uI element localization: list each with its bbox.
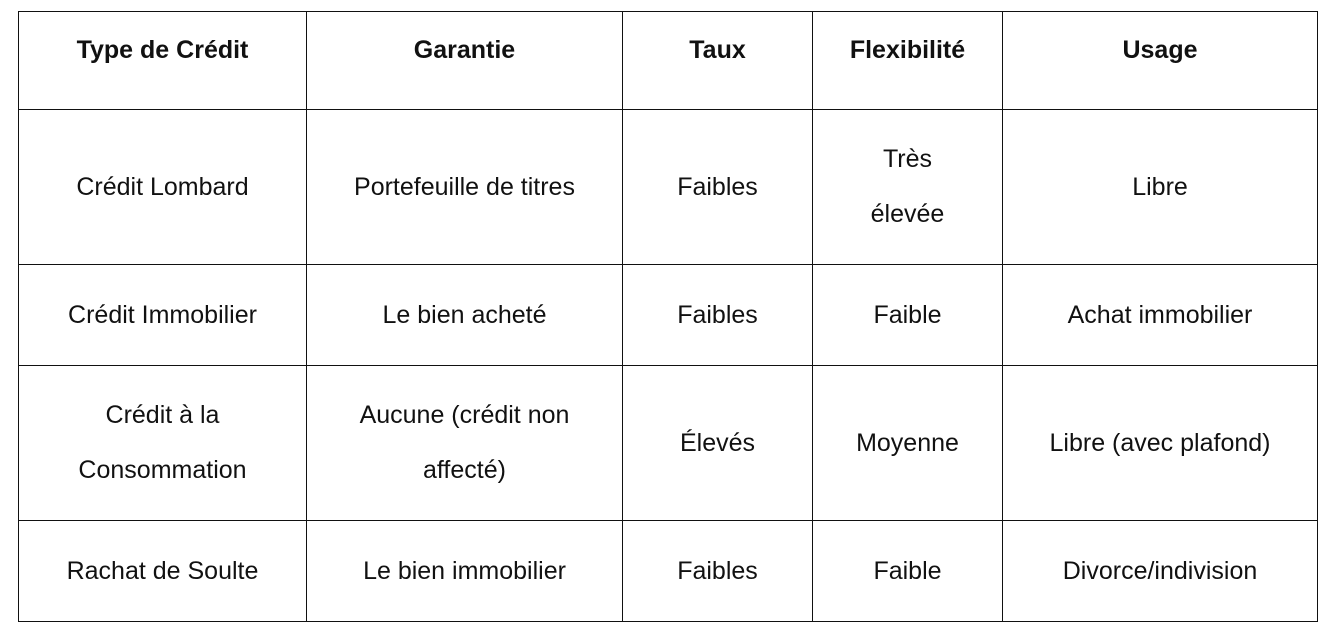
cell-text: Divorce/indivision: [1062, 556, 1258, 585]
cell-taux: [623, 265, 813, 366]
cell-text: Faible: [873, 556, 942, 585]
cell-taux: [623, 110, 813, 265]
cell-text: Achat immobilier: [1067, 300, 1253, 329]
cell-text: Aucune (crédit non affecté): [359, 401, 570, 484]
cell-text: Moyenne: [856, 428, 959, 457]
cell-garantie: [307, 265, 623, 366]
cell-type: [19, 265, 307, 366]
cell-text: Libre: [1132, 172, 1188, 201]
header-taux: Taux: [623, 12, 813, 110]
cell-text: Faibles: [677, 172, 758, 201]
header-flexibilite: Flexibilité: [813, 12, 1003, 110]
cell-text: Rachat de Soulte: [66, 556, 259, 585]
cell-text: Faible: [873, 300, 942, 329]
cell-type: [19, 521, 307, 622]
cell-usage: [1003, 366, 1318, 521]
cell-flexibilite: [813, 265, 1003, 366]
cell-text: Le bien acheté: [382, 300, 547, 329]
table-row: [19, 110, 1318, 265]
table-row: [19, 265, 1318, 366]
table-row: [19, 366, 1318, 521]
cell-garantie: [307, 521, 623, 622]
cell-text: Crédit Immobilier: [68, 300, 257, 329]
cell-text: Crédit Lombard: [76, 172, 249, 201]
cell-type: [19, 366, 307, 521]
header-type-de-credit: Type de Crédit: [19, 12, 307, 110]
cell-text: Le bien immobilier: [363, 556, 566, 585]
cell-flexibilite: [813, 366, 1003, 521]
header-garantie: Garantie: [307, 12, 623, 110]
table-header-row: [19, 12, 1318, 110]
cell-taux: [623, 521, 813, 622]
cell-text: Libre (avec plafond): [1049, 428, 1271, 457]
cell-text: Faibles: [677, 556, 758, 585]
header-usage: Usage: [1003, 12, 1318, 110]
cell-usage: [1003, 110, 1318, 265]
table-row: [19, 521, 1318, 622]
cell-type: [19, 110, 307, 265]
cell-usage: [1003, 521, 1318, 622]
cell-garantie: [307, 366, 623, 521]
cell-usage: [1003, 265, 1318, 366]
cell-text: Portefeuille de titres: [354, 172, 575, 201]
credit-comparison-table: [18, 11, 1318, 622]
cell-taux: [623, 366, 813, 521]
cell-flexibilite: [813, 110, 1003, 265]
cell-text: Très élevée: [870, 145, 945, 228]
cell-text: Faibles: [677, 300, 758, 329]
cell-flexibilite: [813, 521, 1003, 622]
cell-garantie: [307, 110, 623, 265]
cell-text: Élevés: [679, 428, 756, 457]
cell-text: Crédit à la Consommation: [78, 401, 247, 484]
